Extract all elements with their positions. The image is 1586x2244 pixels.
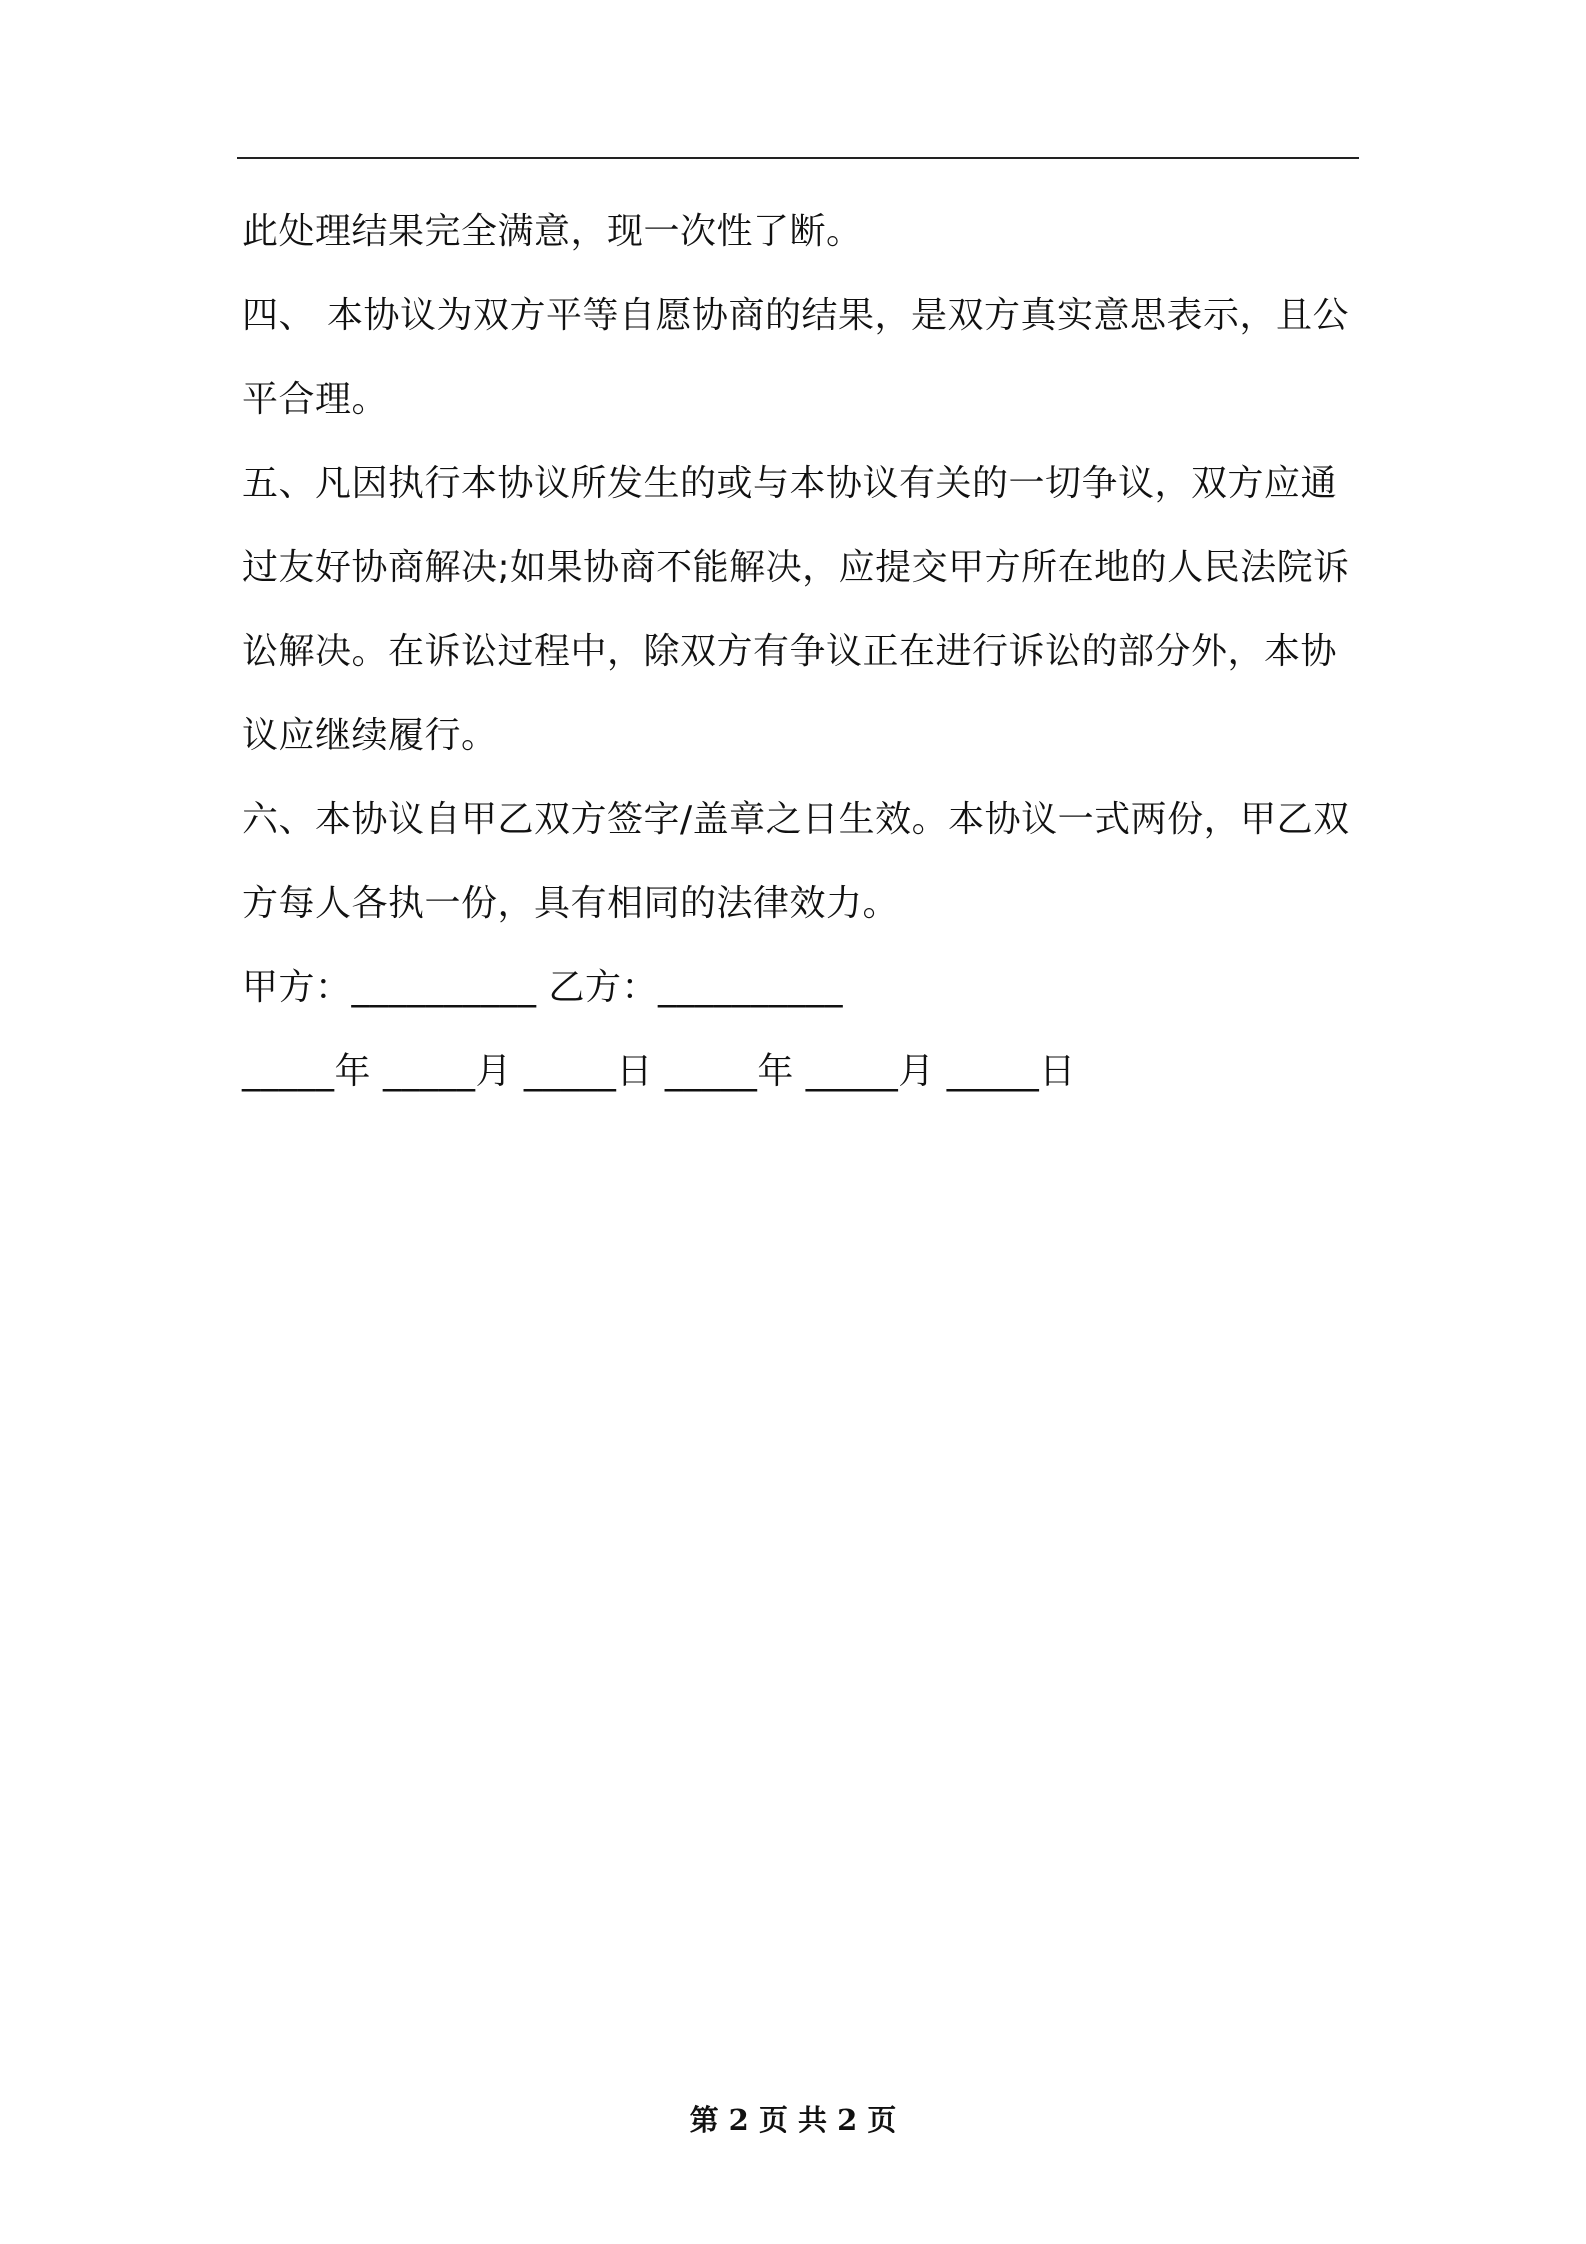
date-line: _____年 _____月 _____日 _____年 _____月 _____日 bbox=[242, 1051, 1076, 1092]
header-rule bbox=[237, 157, 1359, 159]
paragraph-clause-5: 五、凡因执行本协议所发生的或与本协议有关的一切争议，双方应通过友好协商解决;如果协商不能解决，应提交甲方所在地的人民法院诉讼解决。在诉讼过程中，除双方有争议正在进行诉讼的部分外，本协议应继续履行。 bbox=[242, 463, 1350, 756]
paragraph-clause-4: 四、 本协议为双方平等自愿协商的结果，是双方真实意思表示，且公平合理。 bbox=[242, 295, 1349, 420]
page-footer: 第 2 页 共 2 页 bbox=[689, 2103, 897, 2137]
document-body bbox=[242, 190, 1360, 1114]
signature-line: 甲方：__________ 乙方：__________ bbox=[242, 967, 843, 1008]
paragraph-clause-6: 六、本协议自甲乙双方签字/盖章之日生效。本协议一式两份，甲乙双方每人各执一份，具有相同的法律效力。 bbox=[242, 799, 1350, 924]
paragraph-satisfaction: 此处理结果完全满意，现一次性了断。 bbox=[242, 211, 863, 252]
